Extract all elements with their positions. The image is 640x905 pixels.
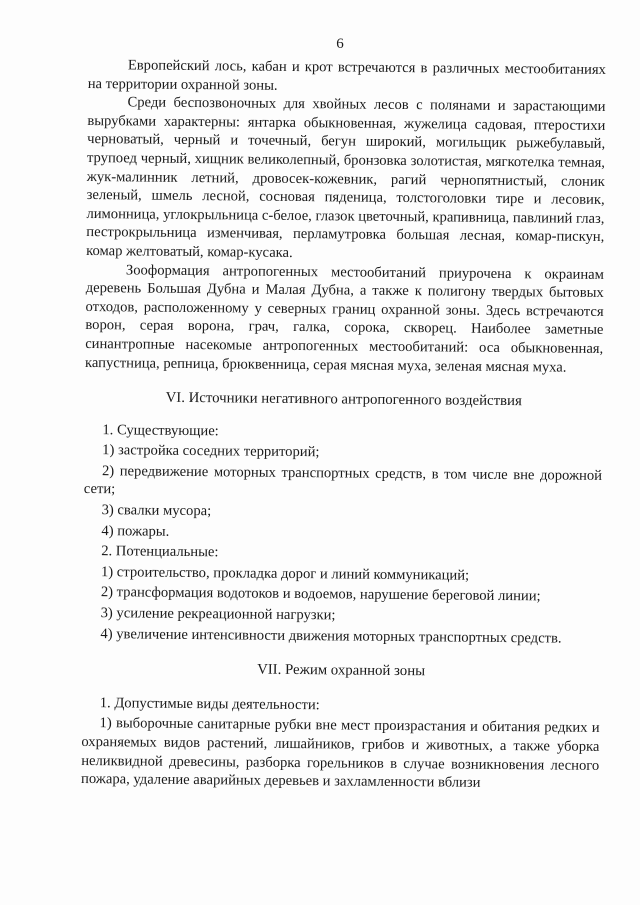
section-heading-vii: VII. Режим охранной зоны <box>257 661 426 680</box>
potential-source-item: 2) трансформация водотоков и водоемов, нарушение береговой линии; <box>100 584 541 605</box>
paragraph-anthropogenic-zooformation: Зооформация антропогенных местообитаний приурочена к окраинам деревень Большая Дубна и Малая Дубна, а также к полигону твердых бытовых отходов, расположенному у северных границ охранной зоны. Здесь встречаются ворон, серая ворона, грач, галка, сорока, скворец. Наиболее заметные синантропные насекомые антропогенных местообитаний: оса обыкновенная, капустница, репница, брюквенница, серая мясная муха, зеленая мясная муха. <box>84 261 605 376</box>
protection-zone-regime <box>81 694 600 794</box>
paragraph-moose-boar-mole: Европейский лось, кабан и крот встречаются в различных местообитаниях на территории охранной зоны. <box>87 57 606 94</box>
potential-source-item: 4) увеличение интенсивности движения моторных транспортных средств. <box>100 625 562 647</box>
existing-source-item: 3) свалки мусора; <box>101 502 212 520</box>
potential-source-item: 1) строительство, прокладка дорог и линий коммуникаций; <box>100 563 470 584</box>
existing-source-item: 2) передвижение моторных транспортных средств, в том числе вне дорожной сети; <box>83 463 603 498</box>
existing-source-item: 1) застройка соседних территорий; <box>102 442 320 461</box>
potential-sources-title: 2. Потенциальные: <box>101 543 219 561</box>
negative-impact-sources <box>82 421 602 648</box>
potential-source-item: 3) усиление рекреационной нагрузки; <box>100 605 336 624</box>
allowed-activities-title: 1. Допустимые виды деятельности: <box>99 694 320 714</box>
page-number: 6 <box>336 36 344 52</box>
existing-source-item: 4) пожары. <box>101 522 170 540</box>
page-content <box>81 56 606 796</box>
allowed-activity-item: 1) выборочные санитарные рубки вне мест произрастания и обитания редких и охраняемых видов растений, лишайников, грибов и животных, а также уборка неликвидной древесины, разборка горельников в случае возникновения лесного пожара, удаление аварийных деревьев и захламленности вблизи <box>80 715 600 791</box>
paragraph-invertebrates: Среди беспозвоночных для хвойных лесов с полянами и зарастающими вырубками характерны: янтарка обыкновенная, жужелица садовая, птеростихи черноватый, черный и точечный, бегун широкий, могильщик рыжебулавый, трупоед черный, хищник великолепный, бронзовка золотистая, мягкотелка темная, жук-малинник летний, дровосек-кожевник, рагий чернопятнистый, слоник зеленый, шмель лесной, сосновая пяденица, толстоголовки тире и лесовик, лимонница, углокрыльница с-белое, глазок цветочный, крапивница, павлиний глаз, пестрокрыльница изменчивая, перламутровка большая лесная, комар-пискун, комар желтоватый, комар-кусака. <box>86 94 606 261</box>
section-heading-vi: VI. Источники негативного антропогенного воздействия <box>165 389 522 410</box>
existing-sources-title: 1. Существующие: <box>102 421 219 439</box>
